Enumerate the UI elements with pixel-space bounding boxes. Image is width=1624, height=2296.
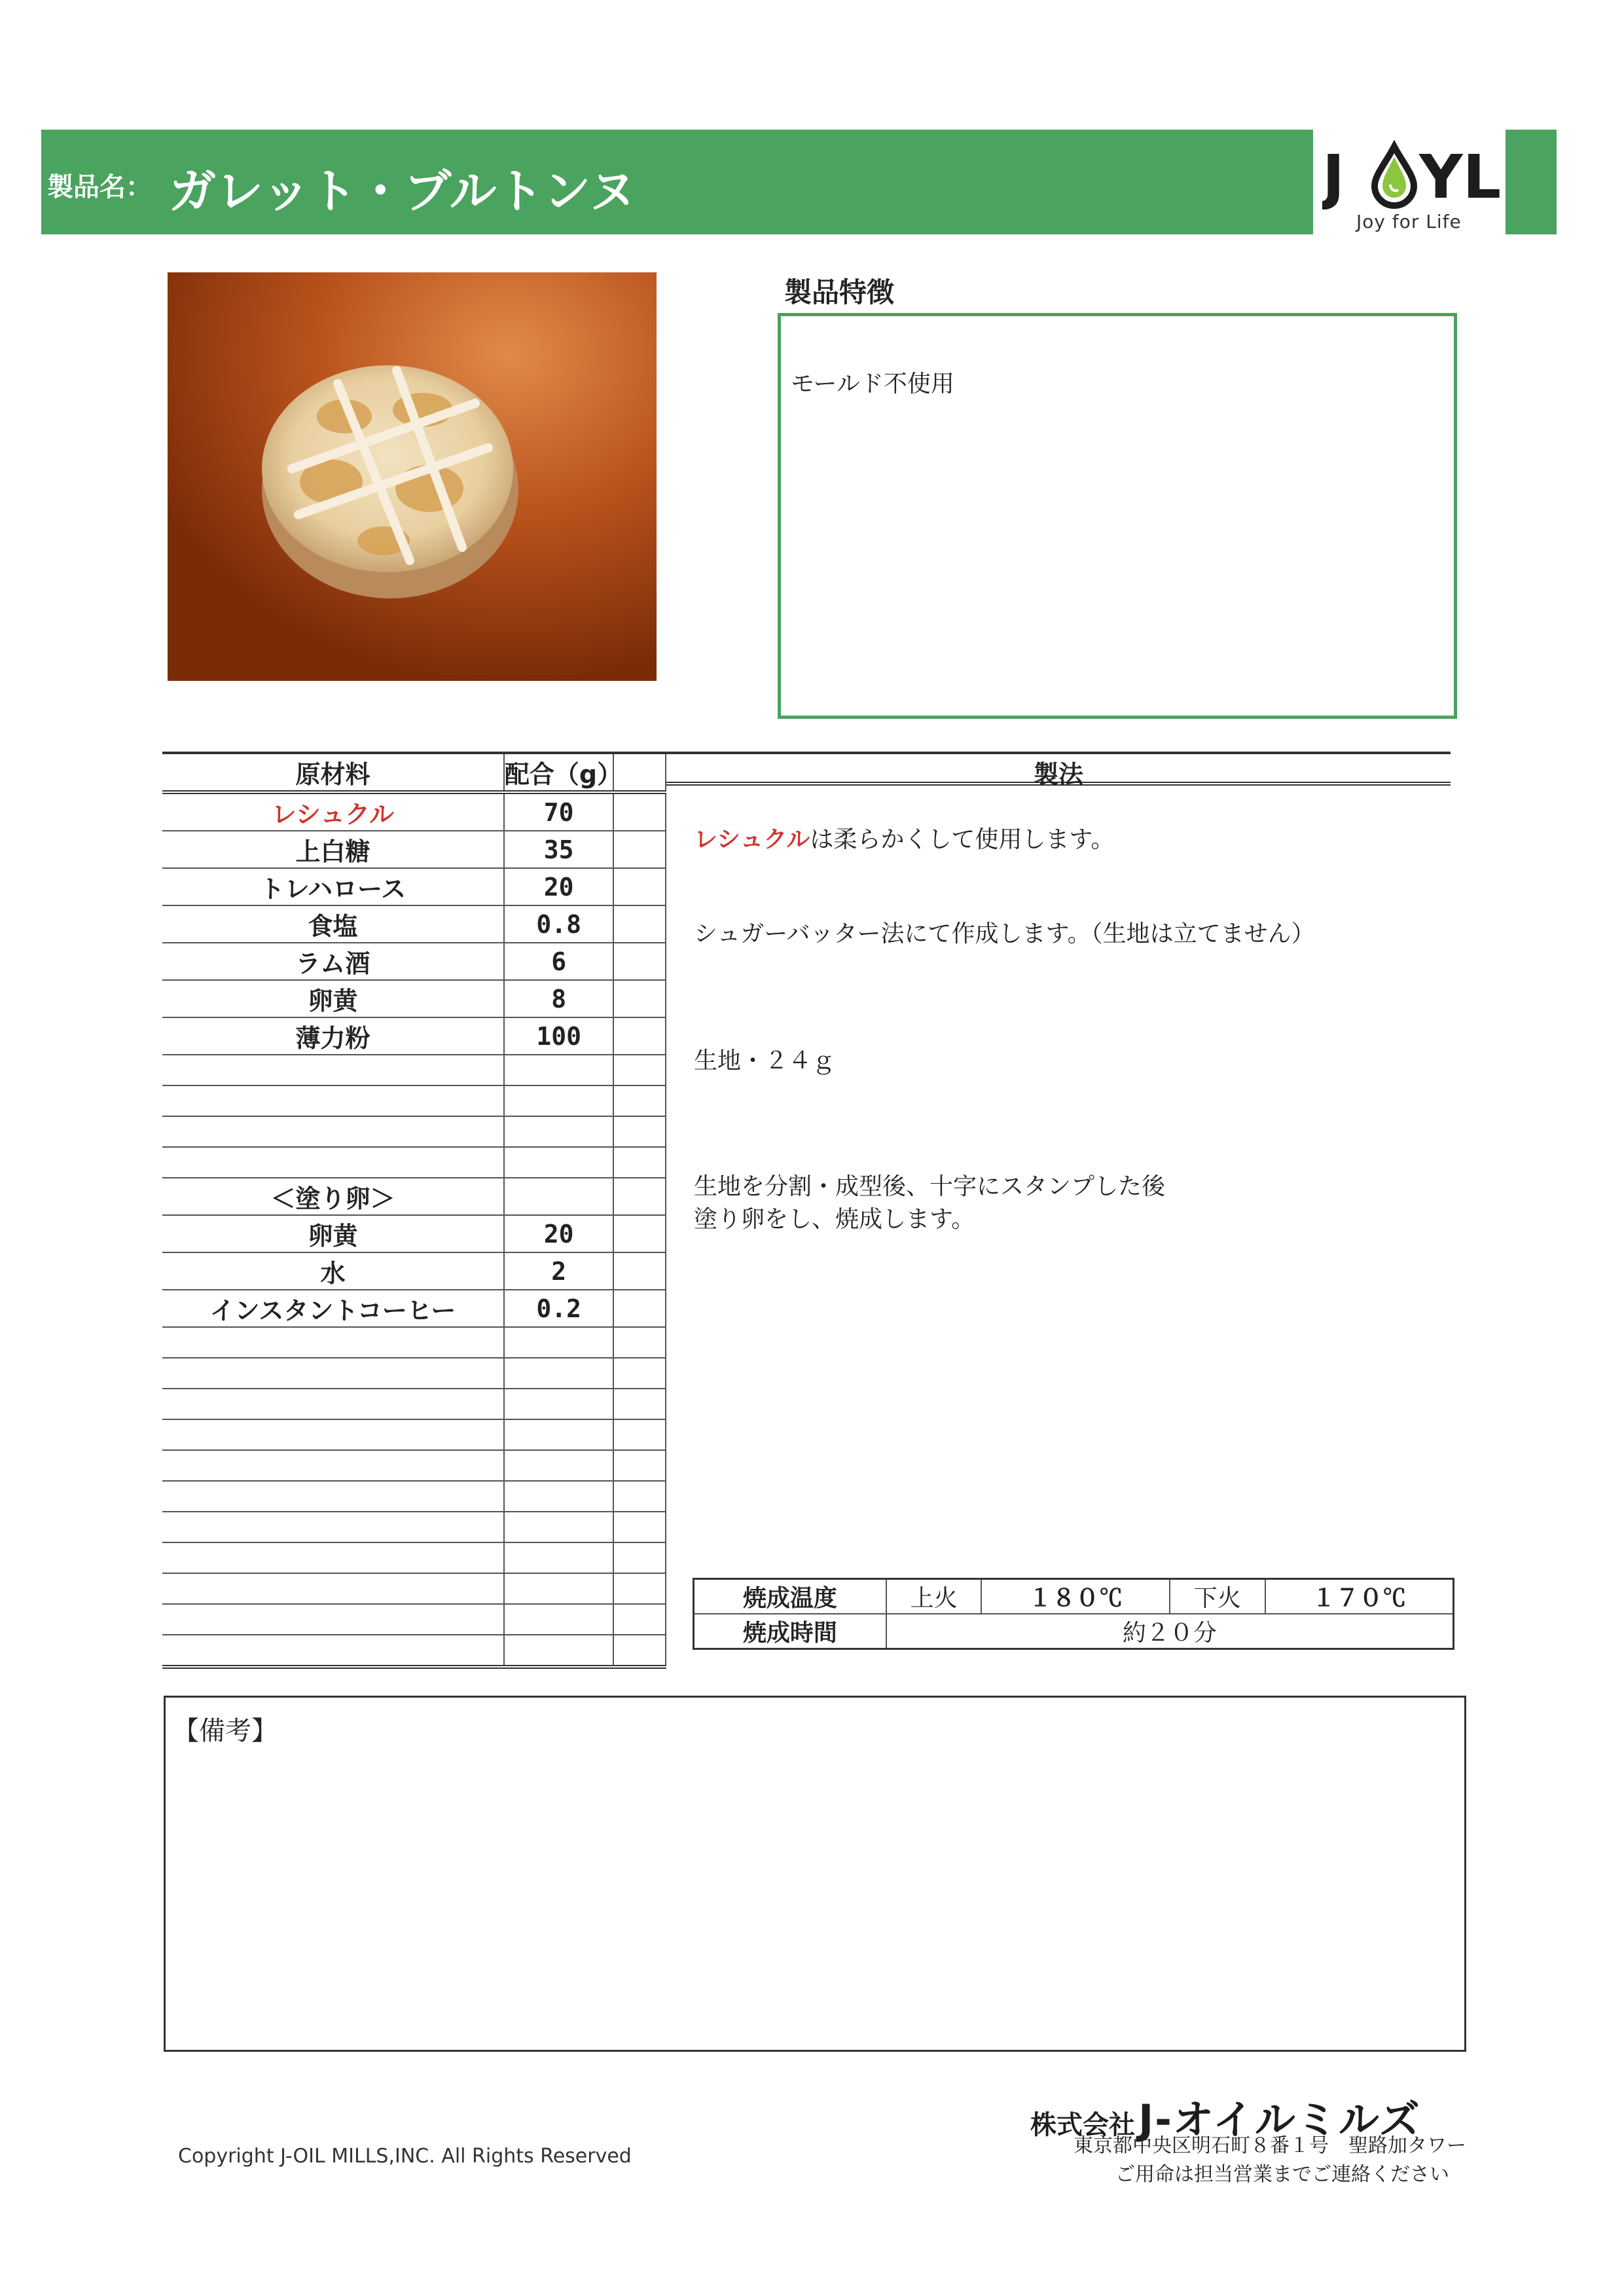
ingredient-row bbox=[162, 980, 666, 1017]
method-step-4-line-1: 生地を分割・成型後、十字にスタンプした後 bbox=[694, 1173, 1166, 1200]
ingredient-name-header: 原材料 bbox=[162, 753, 504, 792]
ingredient-row bbox=[162, 792, 666, 831]
features-text: モールド不使用 bbox=[791, 371, 954, 397]
remarks-label: 【備考】 bbox=[173, 1716, 278, 1746]
ingredient-amount: 20 bbox=[504, 1215, 614, 1252]
ingredient-name: インスタントコーヒー bbox=[162, 1290, 504, 1327]
ingredient-extra bbox=[613, 831, 666, 868]
ingredient-extra bbox=[613, 943, 666, 980]
ingredient-extra bbox=[613, 1635, 666, 1667]
ingredient-row bbox=[162, 1252, 666, 1290]
ingredient-name bbox=[162, 1512, 504, 1542]
ingredient-extra bbox=[613, 868, 666, 905]
ingredient-row bbox=[162, 1604, 666, 1635]
ingredient-row bbox=[162, 1055, 666, 1085]
ingredient-row bbox=[162, 943, 666, 980]
ingredient-extra bbox=[613, 1450, 666, 1481]
company-name: J-オイルミルズ bbox=[1138, 2096, 1421, 2143]
ingredient-amount-header: 配合（g） bbox=[504, 753, 614, 792]
ingredient-extra bbox=[613, 1389, 666, 1419]
ingredient-name bbox=[162, 1573, 504, 1604]
ingredient-name bbox=[162, 1389, 504, 1419]
contact-note: ご用命は担当営業までご連絡ください bbox=[1115, 2163, 1449, 2186]
ingredient-name: 薄力粉 bbox=[162, 1017, 504, 1055]
ingredient-amount: 35 bbox=[504, 831, 614, 868]
ingredient-name bbox=[162, 1147, 504, 1178]
ingredient-row bbox=[162, 1017, 666, 1055]
ingredient-row bbox=[162, 1116, 666, 1147]
ingredient-amount bbox=[504, 1389, 614, 1419]
ingredient-name: 卵黄 bbox=[162, 1215, 504, 1252]
ingredient-name bbox=[162, 1116, 504, 1147]
ingredient-extra bbox=[613, 1419, 666, 1450]
ingredient-name: 上白糖 bbox=[162, 831, 504, 868]
method-step-1-highlight: レシュクル bbox=[694, 826, 810, 853]
ingredient-row bbox=[162, 1147, 666, 1178]
svg-text:J: J bbox=[1322, 142, 1345, 210]
product-name: ガレット・ブルトンヌ bbox=[169, 164, 636, 219]
ingredient-row bbox=[162, 1215, 666, 1252]
ingredient-row bbox=[162, 1290, 666, 1327]
ingredient-amount bbox=[504, 1358, 614, 1389]
product-photo bbox=[168, 272, 657, 681]
ingredient-row bbox=[162, 1512, 666, 1542]
ingredient-name bbox=[162, 1635, 504, 1667]
ingredient-name bbox=[162, 1419, 504, 1450]
baking-time-row bbox=[694, 1614, 1454, 1649]
ingredient-extra bbox=[613, 1178, 666, 1215]
ingredient-extra bbox=[613, 980, 666, 1017]
ingredient-extra bbox=[613, 905, 666, 943]
ingredient-amount: 8 bbox=[504, 980, 614, 1017]
ingredient-extra bbox=[613, 1252, 666, 1290]
ingredient-name bbox=[162, 1450, 504, 1481]
ingredient-name: 卵黄 bbox=[162, 980, 504, 1017]
ingredient-row bbox=[162, 1481, 666, 1512]
company-prefix: 株式会社 bbox=[1030, 2110, 1135, 2140]
top-heat-value: １８０℃ bbox=[981, 1579, 1169, 1614]
remarks-box bbox=[164, 1696, 1466, 2052]
ingredient-row bbox=[162, 1573, 666, 1604]
ingredient-amount bbox=[504, 1178, 614, 1215]
ingredient-row bbox=[162, 1327, 666, 1358]
ingredient-amount bbox=[504, 1327, 614, 1358]
ingredient-amount bbox=[504, 1512, 614, 1542]
logo-tagline: Joy for Life bbox=[1356, 211, 1462, 232]
baking-time-value: 約２０分 bbox=[886, 1614, 1454, 1649]
ingredient-amount bbox=[504, 1116, 614, 1147]
ingredient-extra bbox=[613, 1147, 666, 1178]
ingredient-name bbox=[162, 1604, 504, 1635]
method-title: 製法 bbox=[1033, 760, 1083, 789]
ingredient-amount: 100 bbox=[504, 1017, 614, 1055]
method-step-2: シュガーバッター法にて作成します。（生地は立てません） bbox=[694, 920, 1315, 947]
logo-letters-icon bbox=[1322, 137, 1506, 210]
ingredient-amount: 70 bbox=[504, 792, 614, 831]
company-address: 東京都中央区明石町８番１号 聖路加タワー bbox=[1074, 2134, 1466, 2157]
ingredient-extra bbox=[613, 1358, 666, 1389]
ingredient-extra bbox=[613, 1017, 666, 1055]
ingredient-name bbox=[162, 1481, 504, 1512]
ingredient-amount: 20 bbox=[504, 868, 614, 905]
ingredient-name bbox=[162, 1327, 504, 1358]
ingredient-row bbox=[162, 1450, 666, 1481]
ingredient-name: レシュクル bbox=[162, 792, 504, 831]
copyright-text: Copyright J-OIL MILLS,INC. All Rights Reserved bbox=[178, 2145, 632, 2168]
ingredient-amount: 0.8 bbox=[504, 905, 614, 943]
ingredient-name: トレハロース bbox=[162, 868, 504, 905]
ingredient-row bbox=[162, 905, 666, 943]
baking-temp-label: 焼成温度 bbox=[694, 1579, 886, 1614]
ingredient-row bbox=[162, 1358, 666, 1389]
ingredient-extra bbox=[613, 1604, 666, 1635]
baking-time-label: 焼成時間 bbox=[694, 1614, 886, 1649]
ingredient-name bbox=[162, 1542, 504, 1573]
header-accent-strip bbox=[1506, 130, 1557, 234]
method-step-1-text: は柔らかくして使用します。 bbox=[810, 826, 1115, 853]
ingredient-extra bbox=[613, 1542, 666, 1573]
top-heat-label: 上火 bbox=[886, 1579, 982, 1614]
ingredient-extra bbox=[613, 1512, 666, 1542]
ingredient-amount bbox=[504, 1419, 614, 1450]
baking-table bbox=[693, 1578, 1454, 1650]
joyl-logo bbox=[1322, 137, 1506, 234]
ingredient-amount: 0.2 bbox=[504, 1290, 614, 1327]
product-name-label: 製品名： bbox=[47, 172, 152, 202]
ingredient-amount bbox=[504, 1481, 614, 1512]
ingredient-name bbox=[162, 1055, 504, 1085]
ingredient-extra bbox=[613, 1290, 666, 1327]
ingredient-name: ＜塗り卵＞ bbox=[162, 1178, 504, 1215]
ingredient-name: 食塩 bbox=[162, 905, 504, 943]
svg-text:YL: YL bbox=[1419, 142, 1502, 210]
bottom-heat-label: 下火 bbox=[1170, 1579, 1265, 1614]
ingredient-amount bbox=[504, 1573, 614, 1604]
ingredient-row bbox=[162, 1419, 666, 1450]
ingredient-extra bbox=[613, 1215, 666, 1252]
ingredient-amount: 6 bbox=[504, 943, 614, 980]
method-step-4-line-2: 塗り卵をし、焼成します。 bbox=[694, 1206, 975, 1233]
ingredient-amount bbox=[504, 1635, 614, 1667]
ingredient-row bbox=[162, 1635, 666, 1667]
method-step-3: 生地・２４ｇ bbox=[694, 1048, 836, 1074]
ingredient-extra bbox=[613, 1481, 666, 1512]
ingredient-amount bbox=[504, 1450, 614, 1481]
ingredients-table bbox=[162, 752, 666, 1669]
ingredient-row bbox=[162, 1389, 666, 1419]
method-step-1 bbox=[694, 821, 1114, 854]
bottom-heat-value: １７０℃ bbox=[1265, 1579, 1454, 1614]
baking-temp-row bbox=[694, 1579, 1454, 1614]
ingredient-extra bbox=[613, 792, 666, 831]
ingredient-amount bbox=[504, 1147, 614, 1178]
ingredient-name: ラム酒 bbox=[162, 943, 504, 980]
ingredient-name: 水 bbox=[162, 1252, 504, 1290]
ingredient-name bbox=[162, 1085, 504, 1116]
ingredient-row bbox=[162, 1542, 666, 1573]
ingredient-amount bbox=[504, 1085, 614, 1116]
ingredient-row bbox=[162, 1178, 666, 1215]
ingredient-extra bbox=[613, 1055, 666, 1085]
features-title: 製品特徴 bbox=[784, 276, 895, 308]
ingredient-amount bbox=[504, 1055, 614, 1085]
ingredient-name bbox=[162, 1358, 504, 1389]
ingredient-row bbox=[162, 831, 666, 868]
ingredients-header-row bbox=[162, 753, 666, 792]
ingredient-extra bbox=[613, 1573, 666, 1604]
ingredient-extra bbox=[613, 1116, 666, 1147]
ingredient-amount bbox=[504, 1604, 614, 1635]
ingredient-amount: 2 bbox=[504, 1252, 614, 1290]
ingredient-extra bbox=[613, 1327, 666, 1358]
ingredient-row bbox=[162, 1085, 666, 1116]
ingredient-amount bbox=[504, 1542, 614, 1573]
ingredient-extra bbox=[613, 1085, 666, 1116]
ingredient-row bbox=[162, 868, 666, 905]
galette-image-icon bbox=[168, 272, 657, 681]
